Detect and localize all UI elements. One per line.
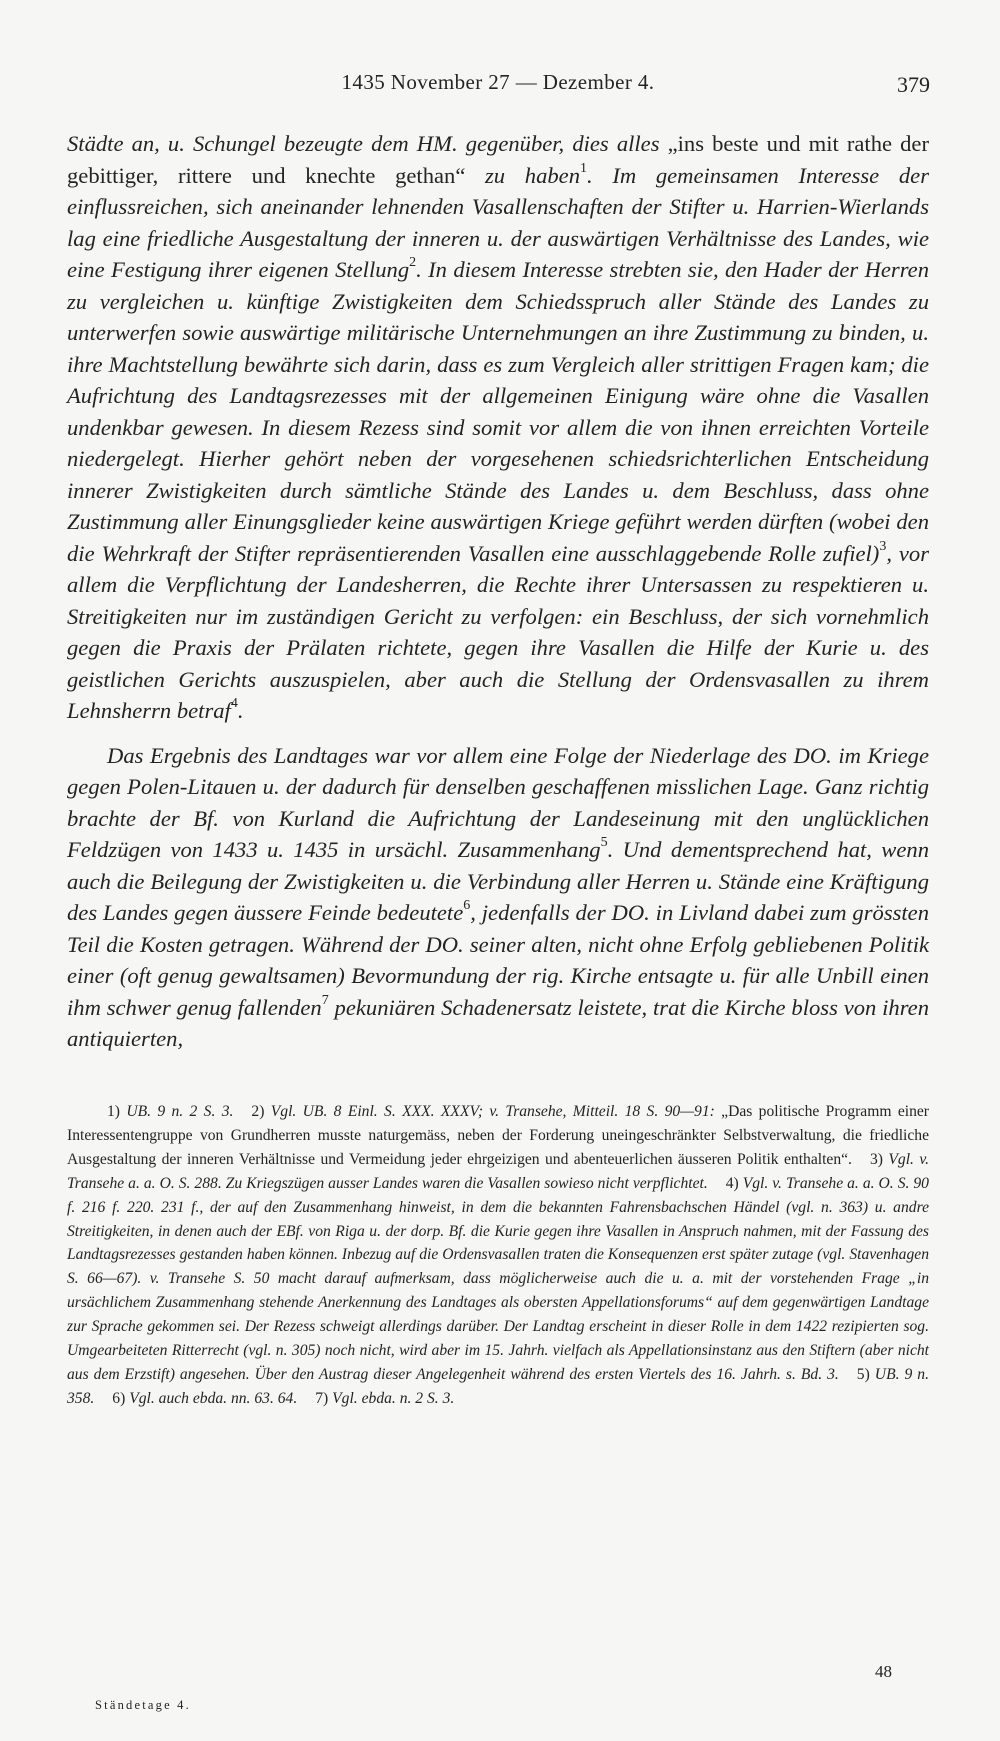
footnote-3-text: Vgl. v. Transehe a. a. O. S. 288. Zu Kriegszügen ausser Landes waren die Vasallen sowieso nicht verpflichtet.	[67, 1150, 929, 1192]
footnote-2-quote: „Das politische Programm einer Interessentengruppe von Grundherren musste naturgemäss, neben der Forderung uneingeschränkter Selbstverwaltung, die friedliche Ausgestaltung der inneren Verhältnisse und Vermeidung jeder ehrgeizigen und abenteuerlichen äusseren Politik enthalten“.	[67, 1103, 929, 1168]
footnote-5-text: UB. 9 n. 358.	[67, 1365, 929, 1407]
p1-quote: „ins beste und mit rathe der gebittiger, rittere und knechte gethan“	[67, 131, 929, 188]
footnote-7-number: 7)	[315, 1389, 329, 1407]
footnote-ref-1[interactable]: 1	[580, 160, 587, 176]
p2-text-4: pekuniären Schadenersatz leistete, trat die Kirche bloss von ihren antiquierten,	[67, 994, 930, 1051]
footnote-1-number: 1)	[107, 1103, 120, 1120]
p2-text-1: Das Ergebnis des Landtages war vor allem eine Folge der Niederlage des DO. im Kriege gegen Polen-Litauen u. der dadurch für denselben geschaffenen misslichen Lage. Ganz richtig brachte der Bf. von Kurland die Aufrichtung der Landeseinung mit den unglücklichen Feldzügen von 1433 u. 1435 in ursächl. Zusammenhang	[67, 742, 929, 862]
page-number: 379	[897, 72, 930, 97]
p1-text-6: .	[237, 698, 244, 723]
footnote-6-number: 6)	[112, 1389, 126, 1407]
footnote-1-text: UB. 9 n. 2 S. 3.	[120, 1103, 234, 1120]
footnote-6-text: Vgl. auch ebda. nn. 63. 64.	[125, 1389, 298, 1407]
p2-text-2: . Und dementsprechend hat, wenn auch die Beilegung der Zwistigkeiten u. die Verbindung aller Herren u. Stände eine Kräftigung des Landes gegen äussere Feinde bedeutete	[67, 837, 929, 925]
footnote-block	[67, 1100, 929, 1411]
footnote-ref-3[interactable]: 3	[879, 538, 887, 554]
footnote-ref-6[interactable]: 6	[463, 898, 471, 914]
paragraph-2	[67, 740, 929, 1055]
p1-text-5: , vor allem die Verpflichtung der Landesherren, die Rechte ihrer Untersassen zu respektieren u. Streitigkeiten nur im zuständigen Gericht zu verfolgen: ein Beschluss, der sich vornehmlich gegen die Praxis der Prälaten richtete, gegen ihre Vasallen die Hilfe der Kurie u. des geistlichen Gerichts auszuspielen, aber auch die Stellung der Ordensvasallen zu ihrem Lehnsherrn betraf	[67, 540, 929, 723]
footnote-3-number: 3)	[869, 1150, 883, 1168]
footnote-5-number: 5)	[856, 1365, 870, 1383]
footnote-ref-5[interactable]: 5	[600, 835, 608, 851]
footnotes	[67, 1100, 929, 1411]
footnote-4-text: Vgl. v. Transehe a. a. O. S. 90 f. 216 f. 220. 231 f., der auf den Zusammenhang hinweist, in dem die bekannten Fahrensbachschen Händel (vgl. n. 363) u. andre Streitigkeiten, in denen auch der EBf. von Riga u. der dorp. Bf. die Kurie gegen ihre Vasallen in Anspruch nahmen, mit der Fassung des Landtagsrezesses gestanden haben können. Inbezug auf die Ordensvasallen traten die Konsequenzen erst später zutage (vgl. Stavenhagen S. 66—67). v. Transehe S. 50 macht darauf aufmerksam, dass möglicherweise auch die u. a. mit der vorstehenden Frage „in ursächlichem Zusammenhang stehende Anerkennung des Landtages als obersten Appellationsforums“ auf dem gegenwärtigen Landtage zur Sprache gekommen sei. Der Rezess schweigt allerdings darüber. Der Landtag erscheint in dieser Rolle in dem 1422 rezipierten sog. Umgearbeiteten Ritterrecht (vgl. n. 305) noch nicht, wird aber im 15. Jahrh. vielfach als Appellationsinstanz aus den Stiftern (aber nicht aus dem Erzstift) angesehen. Über den Austrag dieser Angelegenheit während des ersten Viertels des 16. Jahrh. s. Bd. 3.	[67, 1174, 929, 1383]
p1-text-3: . Im gemeinsamen Interesse der einflussreichen, sich aneinander lehnenden Vasallenschaften der Stifter u. Harrien-Wierlands lag eine friedliche Ausgestaltung der inneren u. der auswärtigen Verhältnisse des Landes, wie eine Festigung ihrer eigenen Stellung	[67, 162, 929, 282]
running-title: 1435 November 27 — Dezember 4.	[341, 70, 655, 94]
footnote-ref-4[interactable]: 4	[230, 696, 238, 712]
footnote-4-number: 4)	[725, 1174, 739, 1192]
p1-text-1: Städte an, u. Schungel bezeugte dem HM. gegenüber, dies alles	[67, 131, 668, 156]
p1-text-4: . In diesem Interesse strebten sie, den Hader der Herren zu vergleichen u. künftige Zwistigkeiten dem Schiedsspruch aller Stände des Landes zu unterwerfen sowie auswärtige militärische Unternehmungen an ihre Zustimmung zu binden, u. ihre Machtstellung bewährte sich darin, dass es zum Vergleich aller strittigen Fragen kam; die Aufrichtung des Landtagsrezesses mit der allgemeinen Einigung wäre ohne die Vasallen undenkbar gewesen. In diesem Rezess sind somit vor allem die von ihnen erreichten Vorteile niedergelegt. Hierher gehört neben der vorgesehenen schiedsrichterlichen Entscheidung innerer Zwistigkeiten durch sämtliche Stände des Landes u. dem Beschluss, dass ohne Zustimmung aller Einungsglieder keine auswärtigen Kriege geführt werden dürften (wobei den die Wehrkraft der Stifter repräsentierenden Vasallen eine ausschlaggebende Rolle zufiel)	[67, 257, 929, 566]
footnote-2-number: 2)	[251, 1103, 265, 1120]
footnote-ref-2[interactable]: 2	[409, 255, 417, 271]
signature-mark-number: 48	[875, 1662, 892, 1681]
body-text	[67, 128, 929, 1055]
running-header	[66, 64, 930, 104]
signature-mark: Ständetage 4.	[95, 1698, 191, 1712]
footnote-ref-7[interactable]: 7	[321, 992, 329, 1008]
footnote-7-text: Vgl. ebda. n. 2 S. 3.	[328, 1389, 455, 1407]
p1-text-2: zu haben	[465, 162, 580, 188]
p2-text-3: , jedenfalls der DO. in Livland dabei zum grössten Teil die Kosten getragen. Während der DO. seiner alten, nicht ohne Erfolg gebliebenen Politik einer (oft genug gewaltsamen) Bevormundung der rig. Kirche entsagte u. für alle Unbill einen ihm schwer genug fallenden	[67, 900, 930, 1020]
footnote-2-text: Vgl. UB. 8 Einl. S. XXX. XXXV; v. Transehe, Mitteil. 18 S. 90—91:	[264, 1103, 722, 1120]
paragraph-1	[67, 128, 929, 727]
